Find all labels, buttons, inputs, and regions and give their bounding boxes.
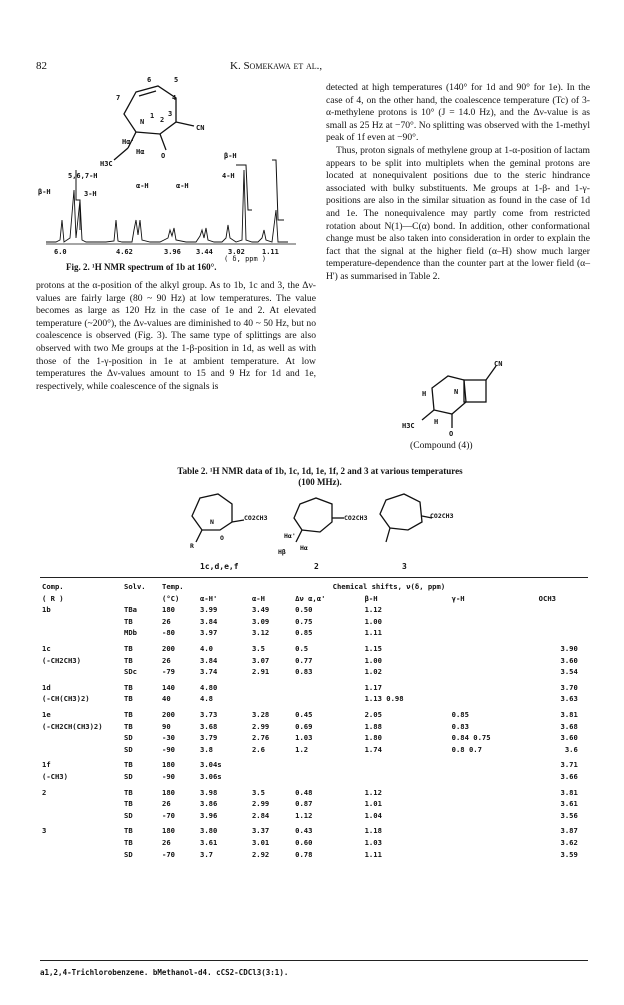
cell-delta-nu: 0.78 xyxy=(295,849,313,859)
cell-temp: 180 xyxy=(162,605,175,615)
cell-och3: 3.6 xyxy=(564,744,578,754)
left-column-text xyxy=(36,280,316,393)
cell-comp: (-CH2CH(CH3)2) xyxy=(42,721,103,731)
peak-label-beta-h-left: β-H xyxy=(38,188,51,196)
cell-temp: 200 xyxy=(162,710,175,720)
cell-comp xyxy=(40,616,122,628)
cell-och3: 3.56 xyxy=(560,810,578,820)
cell-beta-h: 1.03 xyxy=(364,837,382,847)
cell-alpha-h: 3.12 xyxy=(251,628,270,638)
cell-alpha-h-prime: 3.98 xyxy=(200,787,218,797)
cell-alpha-h: 3.07 xyxy=(251,655,270,665)
right-paragraph-1: detected at high temperatures (140° for 1d and 90° for 1e). In the case of 4, on the other hand, the coalescence temperature (Tc) of 3-α-methylene protons is 10° (J = 14.0 Hz), and the Δν-value is as small as 25 Hz at −70°. No splitting was observed with the 1-methyl peak of 1f even at −90°. xyxy=(326,82,590,144)
cell-gamma-h: 0.83 xyxy=(451,721,469,731)
cell-delta-nu: 0.87 xyxy=(295,799,313,809)
cell-solv: SD xyxy=(124,744,133,754)
cell-solv: TB xyxy=(124,655,133,665)
table-row xyxy=(40,639,588,655)
cell-comp xyxy=(40,798,122,810)
cell-och3: 3.59 xyxy=(560,849,578,859)
cell-beta-h: 1.80 xyxy=(364,733,382,743)
page-number: 82 xyxy=(36,60,47,72)
cell-och3: 3.81 xyxy=(560,710,578,720)
cell-comp: (-CH(CH3)2) xyxy=(42,694,90,704)
cell-alpha-h: 3.28 xyxy=(251,710,270,720)
table-row xyxy=(40,755,588,771)
cell-och3 xyxy=(537,604,580,616)
cell-alpha-h: 3.09 xyxy=(251,616,270,626)
cell-alpha-h-prime: 3.97 xyxy=(200,628,218,638)
cell-temp: 180 xyxy=(162,760,175,770)
cell-delta-nu xyxy=(293,771,362,783)
cell-och3: 3.68 xyxy=(560,721,578,731)
cell-alpha-h: 2.84 xyxy=(251,810,270,820)
cell-beta-h: 1.00 xyxy=(364,655,382,665)
cell-alpha-h xyxy=(250,678,293,694)
axis-unit-label: ( δ, ppm ) xyxy=(224,255,267,263)
c4-o-label: O xyxy=(449,430,454,438)
col-header-solv: Solv. xyxy=(124,581,146,591)
table-bottom-rule xyxy=(40,960,588,961)
cell-gamma-h xyxy=(450,798,537,810)
cell-alpha-h: 2.92 xyxy=(251,849,270,859)
cell-alpha-h: 2.91 xyxy=(251,667,270,677)
c4-cn-label: CN xyxy=(494,360,503,368)
atom-label-1: 1 xyxy=(150,112,155,120)
table-2 xyxy=(40,580,588,860)
atom-label-2: 2 xyxy=(160,116,165,124)
cell-temp: -70 xyxy=(162,849,175,859)
table-footnote: a1,2,4-Trichlorobenzene. bMethanol-d4. cCS2-CDCl3(3:1). xyxy=(40,968,289,977)
peak-label-alpha-h-2: α-H xyxy=(176,182,189,190)
cell-alpha-h-prime: 3.99 xyxy=(200,605,218,615)
cell-gamma-h xyxy=(450,837,537,849)
cell-beta-h: 1.88 xyxy=(364,721,382,731)
table-row xyxy=(40,744,588,756)
table-row xyxy=(40,848,588,860)
table-row xyxy=(40,732,588,744)
table-row xyxy=(40,693,588,705)
cell-och3: 3.63 xyxy=(560,694,578,704)
cell-beta-h: 1.02 xyxy=(364,667,382,677)
table-row xyxy=(40,616,588,628)
cell-gamma-h xyxy=(450,755,537,771)
cell-solv: TB xyxy=(124,826,133,836)
cell-beta-h: 1.15 xyxy=(364,644,382,654)
cell-alpha-h-prime: 3.84 xyxy=(200,655,218,665)
nmr-spectrum-figure xyxy=(36,70,316,260)
cell-solv: TB xyxy=(124,721,133,731)
cell-solv: SDc xyxy=(124,667,137,677)
spectrum-trace xyxy=(46,170,288,242)
table-row xyxy=(40,821,588,837)
cell-temp: -70 xyxy=(162,810,175,820)
cell-comp xyxy=(40,848,122,860)
cell-och3 xyxy=(537,627,580,639)
cell-delta-nu xyxy=(293,755,362,771)
col-header-chemical-shifts: Chemical shifts, ν(δ, ppm) xyxy=(332,581,446,591)
cell-alpha-h-prime: 3.84 xyxy=(200,616,218,626)
cell-alpha-h-prime: 3.73 xyxy=(200,710,218,720)
cell-alpha-h-prime: 3.61 xyxy=(200,837,218,847)
cell-alpha-h-prime: 3.06s xyxy=(200,772,222,782)
cell-gamma-h xyxy=(450,810,537,822)
struct2-co2ch3-label: CO2CH3 xyxy=(344,514,368,522)
table-row xyxy=(40,627,588,639)
cell-comp xyxy=(40,627,122,639)
c4-h-label-1: H xyxy=(422,390,427,398)
table-2-caption-line-1: Table 2. ¹H NMR data of 1b, 1c, 1d, 1e, 1f, 2 and 3 at various temperatures xyxy=(177,466,463,476)
cell-solv: SD xyxy=(124,772,133,782)
cell-temp: -30 xyxy=(162,733,175,743)
cell-delta-nu: 0.60 xyxy=(295,837,313,847)
cell-solv: SD xyxy=(124,733,133,743)
cell-comp: 1f xyxy=(42,760,51,770)
cell-solv: TB xyxy=(124,616,133,626)
col-header-alpha-h-prime: α-H' xyxy=(200,593,218,603)
cell-alpha-h-prime: 4.0 xyxy=(200,644,213,654)
h3c-label: H3C xyxy=(100,160,113,168)
peak-label-4-h: 4-H xyxy=(222,172,235,180)
cell-temp: 26 xyxy=(162,616,171,626)
peak-label-5-6-7-h: 5,6,7-H xyxy=(68,172,98,180)
cell-delta-nu: 0.43 xyxy=(295,826,313,836)
cell-solv: MDb xyxy=(124,628,137,638)
cell-beta-h: 2.05 xyxy=(364,710,382,720)
left-paragraph: protons at the α-position of the alkyl group. As to 1b, 1c and 3, the Δν-values are fairly large (80 ~ 90 Hz) at low temperatures. The value becomes as large as 120 Hz in the case of 1e and 2. At elevated temperature (~200°), the Δν-values are diminished to 40 ~ 50 Hz, but no coalescence is observed (Fig. 3). The same type of splittings are also observed with two Me groups at the 1-β-position in 1d, as well as with those of the 1-γ-position in 1e at ambient temperature. At low temperatures the Δν-values amount to 15 and 9 Hz for 1d and 1e, respectively, while coalescence of the signals is xyxy=(36,280,316,392)
cell-solv: TBa xyxy=(124,605,137,615)
table-row xyxy=(40,678,588,694)
cell-temp: 200 xyxy=(162,644,175,654)
cell-temp: 26 xyxy=(162,655,171,665)
struct2-h-alpha-prime-label: Hα' xyxy=(284,532,296,540)
cell-temp: -90 xyxy=(162,772,175,782)
cell-alpha-h-prime: 3.96 xyxy=(200,810,218,820)
cell-solv: TB xyxy=(124,644,133,654)
structure-caption-2: 2 xyxy=(314,562,319,571)
table-row xyxy=(40,705,588,721)
cell-delta-nu: 1.03 xyxy=(295,733,313,743)
cell-comp: (-CH3) xyxy=(42,772,68,782)
cell-solv: SD xyxy=(124,810,133,820)
cell-gamma-h xyxy=(450,782,537,798)
cell-comp: 3 xyxy=(42,826,47,836)
cell-temp: 180 xyxy=(162,787,175,797)
struct1-r-label: R xyxy=(190,542,194,550)
cell-gamma-h xyxy=(450,771,537,783)
cell-beta-h: 1.74 xyxy=(364,744,382,754)
table-2-caption xyxy=(110,466,530,488)
peak-label-3-h: 3-H xyxy=(84,190,97,198)
structure-caption-1: 1c,d,e,f xyxy=(200,562,239,571)
cell-alpha-h-prime: 4.80 xyxy=(200,682,218,692)
cell-delta-nu: 1.2 xyxy=(295,744,309,754)
cell-alpha-h-prime: 3.86 xyxy=(200,799,218,809)
cell-beta-h: 1.13 0.98 xyxy=(364,694,404,704)
cell-gamma-h xyxy=(450,627,537,639)
cell-beta-h: 1.12 xyxy=(364,787,382,797)
cell-och3: 3.81 xyxy=(560,787,578,797)
cell-delta-nu: 0.77 xyxy=(295,655,313,665)
cell-gamma-h: 0.8 0.7 xyxy=(451,744,482,754)
struct1-n-label: N xyxy=(210,518,214,526)
right-paragraph-2: Thus, proton signals of methylene group at 1-α-position of lactam appears to be split into multiplets when the geminal protons are located at nonequivalent positions due to the steric hindrance associated with bulky substituents. Me groups at 1-β- and 1-γ-positions are also in the similar situation as found in the case of 1d and 1e. The nonequivalence may partly come from restricted rotation about N(1)—C(α) bond. In addition, other conformational change must be also taken into consideration in order to explain the fact that the signal at the higher field (α–H) show much larger temperature-dependence than the counter part at the lower field (α–H') as summarised in Table 2. xyxy=(326,144,590,282)
table-row xyxy=(40,798,588,810)
cell-gamma-h: 0.84 0.75 xyxy=(451,733,491,743)
cell-alpha-h-prime: 3.68 xyxy=(200,721,218,731)
table-body xyxy=(40,604,588,860)
cell-och3: 3.61 xyxy=(560,799,578,809)
axis-tick-3-02: 3.02 xyxy=(228,248,245,256)
cell-solv: TB xyxy=(124,710,133,720)
struct2-h-alpha-label: Hα xyxy=(300,544,308,552)
cell-gamma-h xyxy=(450,616,537,628)
cell-delta-nu: 0.75 xyxy=(295,616,313,626)
cell-beta-h: 1.18 xyxy=(364,826,382,836)
peak-label-alpha-h-1: α-H xyxy=(136,182,149,190)
col-header-r: ( R ) xyxy=(42,593,64,603)
cell-och3: 3.70 xyxy=(560,682,578,692)
cell-beta-h: 1.11 xyxy=(364,628,382,638)
cell-alpha-h-prime: 3.04s xyxy=(200,760,222,770)
atom-label-5: 5 xyxy=(174,76,179,84)
cell-comp: 1e xyxy=(42,710,51,720)
cell-beta-h: 1.04 xyxy=(364,810,382,820)
cn-label: CN xyxy=(196,124,205,132)
cell-comp: 1d xyxy=(42,682,51,692)
cell-alpha-h-prime: 4.8 xyxy=(200,694,213,704)
col-header-comp: Comp. xyxy=(42,581,64,591)
cell-gamma-h xyxy=(450,639,537,655)
cell-och3: 3.90 xyxy=(560,644,578,654)
cell-och3: 3.87 xyxy=(560,826,578,836)
cell-och3: 3.54 xyxy=(560,667,578,677)
cell-och3 xyxy=(537,616,580,628)
table-row xyxy=(40,810,588,822)
cell-alpha-h-prime: 3.8 xyxy=(200,744,213,754)
cell-alpha-h xyxy=(250,771,293,783)
struct1-co2ch3-label: CO2CH3 xyxy=(244,514,268,522)
h-alpha-prime-label: Hα' xyxy=(122,138,135,146)
structure-caption-3: 3 xyxy=(402,562,407,571)
cell-solv: TB xyxy=(124,694,133,704)
h-alpha-label: Hα xyxy=(136,148,145,156)
c4-h-label-2: H xyxy=(434,418,439,426)
cell-gamma-h xyxy=(450,604,537,616)
cell-solv: TB xyxy=(124,799,133,809)
axis-tick-6-0: 6.0 xyxy=(54,248,67,256)
c4-h3c-label: H3C xyxy=(402,422,415,430)
cell-alpha-h: 2.76 xyxy=(251,733,270,743)
cell-temp: -90 xyxy=(162,744,175,754)
cell-delta-nu: 1.12 xyxy=(295,810,313,820)
cell-gamma-h xyxy=(450,654,537,666)
axis-tick-3-96: 3.96 xyxy=(164,248,181,256)
cell-alpha-h-prime: 3.7 xyxy=(200,849,213,859)
cell-gamma-h xyxy=(450,666,537,678)
table-row xyxy=(40,654,588,666)
cell-comp: 2 xyxy=(42,787,47,797)
col-header-och3: OCH3 xyxy=(538,593,556,603)
cell-temp: 26 xyxy=(162,837,171,847)
cell-delta-nu: 0.83 xyxy=(295,667,313,677)
cell-alpha-h: 3.5 xyxy=(251,644,265,654)
cell-temp: 26 xyxy=(162,799,171,809)
cell-temp: 90 xyxy=(162,721,171,731)
cell-alpha-h: 3.37 xyxy=(251,826,270,836)
atom-label-n: N xyxy=(140,118,145,126)
table-2-structures xyxy=(160,490,460,562)
table-row xyxy=(40,771,588,783)
cell-comp xyxy=(40,666,122,678)
cell-och3: 3.60 xyxy=(560,655,578,665)
atom-label-4: 4 xyxy=(172,94,177,102)
cell-temp: -80 xyxy=(162,628,175,638)
struct2-h-beta-label: Hβ xyxy=(278,548,286,556)
cell-solv: TB xyxy=(124,837,133,847)
col-header-beta-h: β-H xyxy=(364,593,378,603)
oxygen-label: O xyxy=(161,152,166,160)
col-header-alpha-h: α-H xyxy=(251,593,265,603)
cell-comp xyxy=(40,837,122,849)
cell-och3: 3.71 xyxy=(560,760,578,770)
cell-och3: 3.66 xyxy=(560,772,578,782)
cell-beta-h: 1.00 xyxy=(364,616,382,626)
cell-comp xyxy=(40,732,122,744)
struct1-o-label: O xyxy=(220,534,224,542)
cell-beta-h xyxy=(363,771,450,783)
table-row xyxy=(40,666,588,678)
table-row xyxy=(40,720,588,732)
cell-alpha-h: 2.99 xyxy=(251,721,270,731)
cell-gamma-h xyxy=(450,848,537,860)
cell-temp: 40 xyxy=(162,694,171,704)
cell-delta-nu xyxy=(293,678,362,694)
atom-label-3: 3 xyxy=(168,110,173,118)
compound-4-structure xyxy=(392,358,532,438)
cell-beta-h: 1.01 xyxy=(364,799,382,809)
cell-alpha-h: 2.99 xyxy=(251,799,270,809)
cell-delta-nu: 0.69 xyxy=(295,721,313,731)
right-column-text xyxy=(326,82,590,284)
cell-beta-h: 1.17 xyxy=(364,682,382,692)
cell-delta-nu: 0.48 xyxy=(295,787,313,797)
cell-alpha-h-prime: 3.74 xyxy=(200,667,218,677)
cell-delta-nu xyxy=(293,693,362,705)
cell-temp: -79 xyxy=(162,667,175,677)
cell-delta-nu: 0.45 xyxy=(295,710,313,720)
running-header: K. Somekawa et al., xyxy=(230,60,323,72)
beta-h-label: β-H xyxy=(224,152,237,160)
cell-temp: 140 xyxy=(162,682,175,692)
cell-alpha-h-prime: 3.79 xyxy=(200,733,218,743)
cell-och3: 3.60 xyxy=(560,733,578,743)
axis-tick-1-11: 1.11 xyxy=(262,248,279,256)
c4-n-label: N xyxy=(454,388,459,396)
cell-alpha-h-prime: 3.80 xyxy=(200,826,218,836)
cell-beta-h xyxy=(363,755,450,771)
cell-gamma-h: 0.85 xyxy=(451,710,469,720)
cell-solv: TB xyxy=(124,760,133,770)
struct3-co2ch3-label: CO2CH3 xyxy=(430,512,454,520)
table-row xyxy=(40,837,588,849)
table-row xyxy=(40,782,588,798)
atom-label-6: 6 xyxy=(147,76,152,84)
cell-alpha-h: 3.5 xyxy=(251,787,265,797)
cell-delta-nu: 0.85 xyxy=(295,628,313,638)
col-header-celsius: (°C) xyxy=(162,593,180,603)
col-header-gamma-h: γ-H xyxy=(451,593,465,603)
table-row xyxy=(40,604,588,616)
cell-solv: SD xyxy=(124,849,133,859)
cell-delta-nu: 0.5 xyxy=(295,644,309,654)
cell-alpha-h: 3.49 xyxy=(251,605,270,615)
table-top-rule xyxy=(40,577,588,578)
cell-alpha-h xyxy=(250,693,293,705)
integration-curves xyxy=(76,160,284,230)
cell-delta-nu: 0.50 xyxy=(295,605,313,615)
cell-solv: TB xyxy=(124,787,133,797)
cell-comp: 1c xyxy=(42,644,51,654)
cell-gamma-h xyxy=(450,821,537,837)
cell-gamma-h xyxy=(450,678,537,694)
cell-gamma-h xyxy=(450,693,537,705)
cell-beta-h: 1.12 xyxy=(364,605,382,615)
compound-1b-structure xyxy=(114,86,194,160)
cell-comp xyxy=(40,744,122,756)
col-header-delta-nu: Δν α,α' xyxy=(295,593,326,603)
axis-tick-4-62: 4.62 xyxy=(116,248,133,256)
cell-alpha-h: 2.6 xyxy=(251,744,265,754)
axis-tick-3-44: 3.44 xyxy=(196,248,213,256)
cell-och3: 3.62 xyxy=(560,837,578,847)
cell-comp xyxy=(40,810,122,822)
col-header-temp: Temp. xyxy=(162,581,184,591)
cell-beta-h: 1.11 xyxy=(364,849,382,859)
atom-label-7: 7 xyxy=(116,94,121,102)
table-2-caption-line-2: (100 MHz). xyxy=(298,477,342,487)
figure-2-caption: Fig. 2. ¹H NMR spectrum of 1b at 160°. xyxy=(66,262,217,272)
cell-solv: TB xyxy=(124,682,133,692)
cell-temp: 180 xyxy=(162,826,175,836)
cell-comp: (-CH2CH3) xyxy=(42,655,81,665)
cell-alpha-h: 3.01 xyxy=(251,837,270,847)
cell-comp: 1b xyxy=(42,605,51,615)
cell-alpha-h xyxy=(250,755,293,771)
compound-4-caption: (Compound (4)) xyxy=(410,440,473,451)
